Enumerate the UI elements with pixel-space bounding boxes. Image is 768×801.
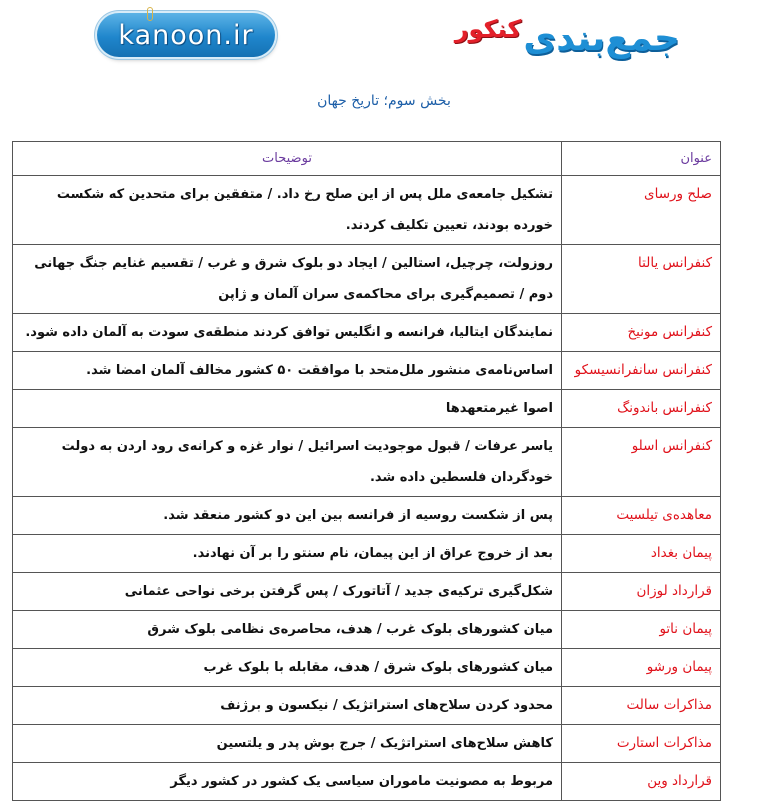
- table-row: [13, 497, 721, 535]
- table-row: [13, 314, 721, 352]
- row-title: مذاکرات استارت: [562, 725, 721, 763]
- row-description: مربوط به مصونیت ماموران سیاسی یک کشور در کشور دیگر: [13, 763, 562, 801]
- row-title: کنفرانس یالتا: [562, 245, 721, 314]
- row-description: تشکیل جامعه‌ی ملل پس از این صلح رخ داد. / متفقین برای متحدین که شکست خورده بودند، تعیین تکلیف کردند.: [13, 176, 562, 245]
- row-description: بعد از خروج عراق از این پیمان، نام سنتو را بر آن نهادند.: [13, 535, 562, 573]
- row-title: معاهده‌ی تیلسیت: [562, 497, 721, 535]
- logo-text-konkoor: کنکور: [454, 15, 522, 43]
- row-title: کنفرانس باندونگ: [562, 390, 721, 428]
- table-row: [13, 725, 721, 763]
- row-title: پیمان ورشو: [562, 649, 721, 687]
- table-row: [13, 428, 721, 497]
- row-description: کاهش سلاح‌های استراتژیک / جرج بوش پدر و یلتسین: [13, 725, 562, 763]
- row-description: روزولت، چرچیل، استالین / ایجاد دو بلوک شرق و غرب / تقسیم غنایم جنگ جهانی دوم / تصمیم‌گیری برای محاکمه‌ی سران آلمان و ژاپن: [13, 245, 562, 314]
- table-row: [13, 245, 721, 314]
- table-row: [13, 573, 721, 611]
- table-row: [13, 176, 721, 245]
- row-description: شکل‌گیری ترکیه‌ی جدید / آتاتورک / پس گرفتن برخی نواحی عثمانی: [13, 573, 562, 611]
- table-row: [13, 611, 721, 649]
- jambandi-konkoor-logo: [445, 14, 680, 64]
- row-title: صلح ورسای: [562, 176, 721, 245]
- row-description: پس از شکست روسیه از فرانسه بین این دو کشور منعقد شد.: [13, 497, 562, 535]
- row-title: مذاکرات سالت: [562, 687, 721, 725]
- row-title: قرارداد لوزان: [562, 573, 721, 611]
- kanoon-logo[interactable]: [97, 13, 275, 57]
- page-header: [0, 0, 768, 80]
- column-header-title: عنوان: [562, 142, 721, 176]
- row-title: پیمان بغداد: [562, 535, 721, 573]
- row-title: کنفرانس اسلو: [562, 428, 721, 497]
- row-description: نمایندگان ایتالیا، فرانسه و انگلیس توافق کردند منطقه‌ی سودت به آلمان داده شود.: [13, 314, 562, 352]
- row-description: اساس‌نامه‌ی منشور ملل‌متحد با موافقت ۵۰ کشور مخالف آلمان امضا شد.: [13, 352, 562, 390]
- table-row: [13, 390, 721, 428]
- column-header-description: توضیحات: [13, 142, 562, 176]
- table-header-row: [13, 142, 721, 176]
- row-title: کنفرانس مونیخ: [562, 314, 721, 352]
- row-description: میان کشورهای بلوک شرق / هدف، مقابله با بلوک غرب: [13, 649, 562, 687]
- paperclip-icon: [147, 7, 153, 21]
- table-row: [13, 649, 721, 687]
- row-description: یاسر عرفات / قبول موجودیت اسرائیل / نوار غزه و کرانه‌ی رود اردن به دولت خودگردان فلسطین داده شد.: [13, 428, 562, 497]
- row-title: قرارداد وین: [562, 763, 721, 801]
- kanoon-logo-text: kanoon.ir: [118, 19, 254, 51]
- row-title: پیمان ناتو: [562, 611, 721, 649]
- section-title: بخش سوم؛ تاریخ جهان: [317, 93, 451, 109]
- table-body: [13, 176, 721, 801]
- table-row: [13, 535, 721, 573]
- row-description: میان کشورهای بلوک غرب / هدف، محاصره‌ی نظامی بلوک شرق: [13, 611, 562, 649]
- row-description: محدود کردن سلاح‌های استراتژیک / نیکسون و برژنف: [13, 687, 562, 725]
- row-title: کنفرانس سانفرانسیسکو: [562, 352, 721, 390]
- history-summary-table: [12, 141, 721, 801]
- logo-text-jambandi: جمع‌بندی: [523, 18, 680, 59]
- table-row: [13, 687, 721, 725]
- row-description: اصوا غیرمتعهدها: [13, 390, 562, 428]
- table-row: [13, 352, 721, 390]
